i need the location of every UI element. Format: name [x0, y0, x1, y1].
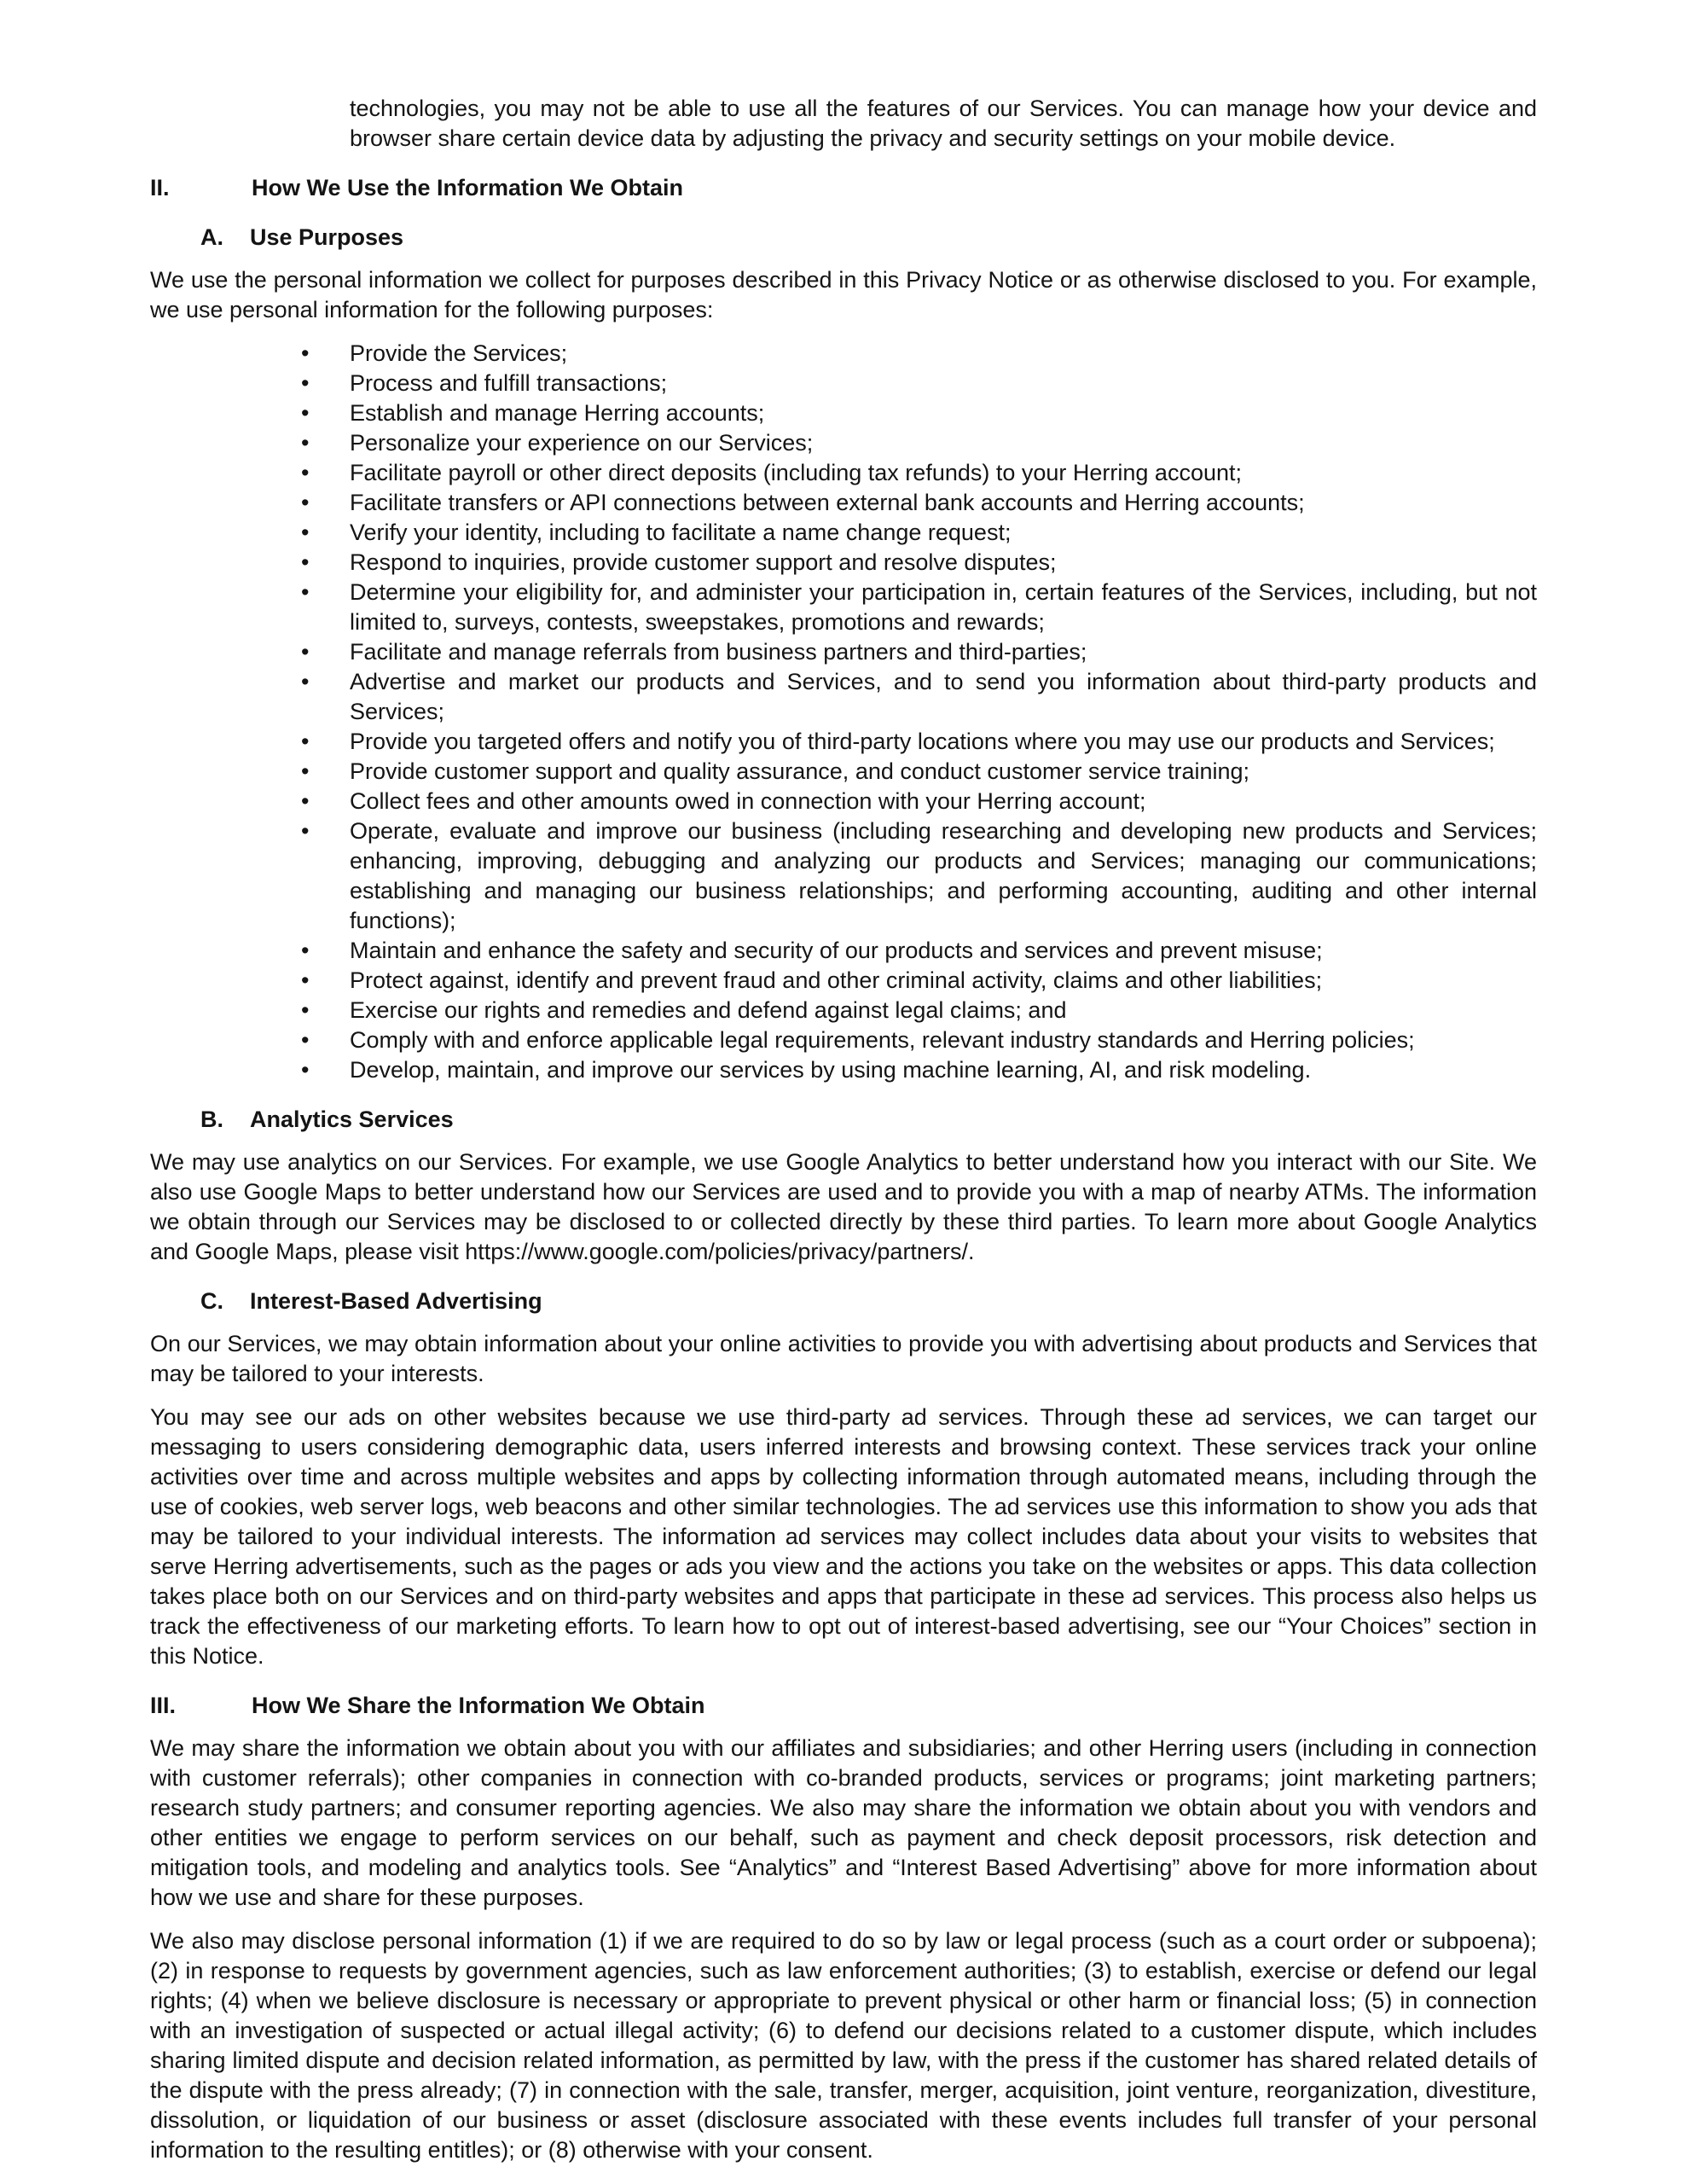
list-item-text: Verify your identity, including to facilitate a name change request;: [350, 520, 1012, 545]
analytics-paragraph: We may use analytics on our Services. For example, we use Google Analytics to better understand how you interact with our Site. We also use Google Maps to better understand how our Services are used and to provide you with a map of nearby ATMs. The information we obtain through our Services may be disclosed to or collected directly by these third parties. To learn more about Google Analytics and Google Maps, please visit https://www.google.com/policies/privacy/partners/.: [150, 1149, 1537, 1264]
list-item-text: Establish and manage Herring accounts;: [350, 400, 765, 426]
section-heading-how-we-share: [150, 1691, 1537, 1721]
bullet-icon: •: [301, 370, 310, 396]
list-item: [150, 488, 1537, 518]
bullet-icon: •: [301, 549, 310, 575]
bullet-icon: •: [301, 997, 310, 1023]
list-item-text: Comply with and enforce applicable legal requirements, relevant industry standards and Herring policies;: [350, 1027, 1415, 1053]
list-item-text: Provide you targeted offers and notify you of third-party locations where you may use our products and Services;: [350, 729, 1495, 754]
list-item: [150, 369, 1537, 398]
intro-continuation-paragraph: technologies, you may not be able to use all the features of our Services. You can manage how your device and browser share certain device data by adjusting the privacy and security settings on your mobile device.: [350, 96, 1537, 151]
list-item: [150, 966, 1537, 996]
list-item-text: Advertise and market our products and Services, and to send you information about third-party products and Services;: [350, 669, 1537, 724]
subsection-heading-interest-based-advertising: [150, 1287, 1537, 1316]
bullet-icon: •: [301, 818, 310, 844]
list-item-text: Operate, evaluate and improve our business (including researching and developing new products and Services; enhancing, improving, debugging and analyzing our products and Services; managing our communications; establishing and managing our business relationships; and performing accounting, auditing and other internal functions);: [350, 818, 1537, 933]
bullet-icon: •: [301, 1027, 310, 1053]
list-item-text: Protect against, identify and prevent fraud and other criminal activity, claims and other liabilities;: [350, 967, 1323, 993]
bullet-icon: •: [301, 669, 310, 694]
subsection-number: C.: [200, 1288, 223, 1314]
section-heading-how-we-use: [150, 173, 1537, 203]
subsection-heading-analytics: [150, 1105, 1537, 1135]
list-item: [150, 339, 1537, 369]
bullet-icon: •: [301, 758, 310, 784]
list-item: [150, 518, 1537, 548]
bullet-icon: •: [301, 729, 310, 754]
list-item-text: Collect fees and other amounts owed in connection with your Herring account;: [350, 788, 1146, 814]
list-item: [150, 1025, 1537, 1055]
list-item: [150, 637, 1537, 667]
list-item: [150, 727, 1537, 757]
list-item: [150, 578, 1537, 637]
sharing-paragraph-2: We also may disclose personal information (1) if we are required to do so by law or legal process (such as a court order or subpoena); (2) in response to requests by government agencies, such as law enforcement authorities; (3) to establish, exercise or defend our legal rights; (4) when we believe disclosure is necessary or appropriate to prevent physical or other harm or financial loss; (5) in connection with an investigation of suspected or actual illegal activity; (6) to defend our decisions related to a customer dispute, which includes sharing limited dispute and decision related information, as permitted by law, with the press if the customer has shared related details of the dispute with the press already; (7) in connection with the sale, transfer, merger, acquisition, joint venture, reorganization, divestiture, dissolution, or liquidation of our business or asset (disclosure associated with these events includes full transfer of your personal information to the resulting entitles); or (8) otherwise with your consent.: [150, 1928, 1537, 2163]
list-item-text: Provide customer support and quality assurance, and conduct customer service training;: [350, 758, 1250, 784]
list-item: [150, 428, 1537, 458]
bullet-icon: •: [301, 938, 310, 963]
list-item-text: Facilitate transfers or API connections between external bank accounts and Herring accounts;: [350, 490, 1305, 515]
section-number: II.: [150, 175, 170, 200]
bullet-icon: •: [301, 430, 310, 456]
bullet-icon: •: [301, 788, 310, 814]
section-title: How We Share the Information We Obtain: [252, 1693, 705, 1718]
bullet-icon: •: [301, 639, 310, 665]
list-item: [150, 996, 1537, 1025]
section-number: III.: [150, 1693, 177, 1718]
list-item-text: Exercise our rights and remedies and defend against legal claims; and: [350, 997, 1067, 1023]
section-title: How We Use the Information We Obtain: [252, 175, 684, 200]
subsection-title: Use Purposes: [250, 224, 404, 250]
bullet-icon: •: [301, 340, 310, 366]
list-item-text: Process and fulfill transactions;: [350, 370, 668, 396]
bullet-icon: •: [301, 460, 310, 485]
list-item: [150, 1055, 1537, 1085]
list-item-text: Facilitate and manage referrals from business partners and third-parties;: [350, 639, 1087, 665]
list-item: [150, 398, 1537, 428]
subsection-title: Analytics Services: [250, 1107, 454, 1132]
bullet-icon: •: [301, 400, 310, 426]
list-item: [150, 667, 1537, 727]
subsection-heading-use-purposes: [150, 223, 1537, 253]
bullet-icon: •: [301, 1057, 310, 1083]
subsection-title: Interest-Based Advertising: [250, 1288, 542, 1314]
list-item: [150, 936, 1537, 966]
bullet-icon: •: [301, 490, 310, 515]
use-purposes-intro-paragraph: We use the personal information we collect for purposes described in this Privacy Notice or as otherwise disclosed to you. For example, we use personal information for the following purposes:: [150, 267, 1537, 322]
list-item-text: Facilitate payroll or other direct deposits (including tax refunds) to your Herring account;: [350, 460, 1242, 485]
bullet-icon: •: [301, 520, 310, 545]
list-item-text: Determine your eligibility for, and administer your participation in, certain features of the Services, including, but not limited to, surveys, contests, sweepstakes, promotions and rewards;: [350, 579, 1537, 635]
interest-advertising-paragraph-2: You may see our ads on other websites because we use third-party ad services. Through these ad services, we can target our messaging to users considering demographic data, users inferred interests and browsing context. These services track your online activities over time and across multiple websites and apps by collecting information through automated means, including through the use of cookies, web server logs, web beacons and other similar technologies. The ad services use this information to show you ads that may be tailored to your individual interests. The information ad services may collect includes data about your visits to websites that serve Herring advertisements, such as the pages or ads you view and the actions you take on the websites or apps. This data collection takes place both on our Services and on third-party websites and apps that participate in these ad services. This process also helps us track the effectiveness of our marketing efforts. To learn how to opt out of interest-based advertising, see our “Your Choices” section in this Notice.: [150, 1404, 1537, 1669]
list-item-text: Respond to inquiries, provide customer support and resolve disputes;: [350, 549, 1057, 575]
list-item-text: Maintain and enhance the safety and security of our products and services and prevent misuse;: [350, 938, 1323, 963]
bullet-icon: •: [301, 967, 310, 993]
list-item-text: Provide the Services;: [350, 340, 568, 366]
interest-advertising-paragraph-1: On our Services, we may obtain information about your online activities to provide you with advertising about products and Services that may be tailored to your interests.: [150, 1331, 1537, 1386]
list-item: [150, 458, 1537, 488]
list-item: [150, 757, 1537, 787]
sharing-paragraph-1: We may share the information we obtain about you with our affiliates and subsidiaries; and other Herring users (including in connection with customer referrals); other companies in connection with co-branded products, services or programs; joint marketing partners; research study partners; and consumer reporting agencies. We also may share the information we obtain about you with vendors and other entities we engage to perform services on our behalf, such as payment and check deposit processors, risk detection and mitigation tools, and modeling and analytics tools. See “Analytics” and “Interest Based Advertising” above for more information about how we use and share for these purposes.: [150, 1735, 1537, 1910]
list-item-text: Personalize your experience on our Services;: [350, 430, 814, 456]
use-purposes-list: [150, 339, 1537, 1085]
list-item: [150, 816, 1537, 936]
bullet-icon: •: [301, 579, 310, 605]
list-item: [150, 548, 1537, 578]
list-item: [150, 787, 1537, 816]
subsection-number: A.: [200, 224, 223, 250]
list-item-text: Develop, maintain, and improve our services by using machine learning, AI, and risk modeling.: [350, 1057, 1312, 1083]
subsection-number: B.: [200, 1107, 223, 1132]
